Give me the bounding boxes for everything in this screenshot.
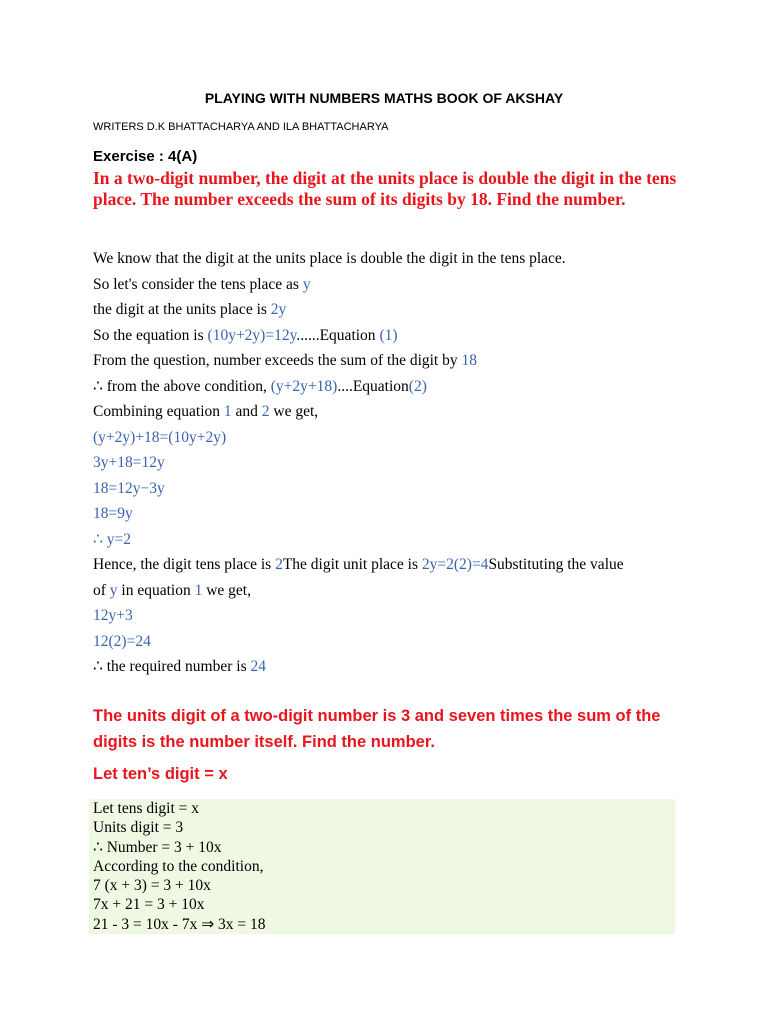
solution-text: ∴ from the above condition, (93, 377, 271, 395)
solution-text: Substituting the value (488, 556, 624, 573)
solution-text: ....Equation (337, 377, 409, 395)
solution-line (93, 552, 693, 578)
math-expression: 1 (223, 403, 232, 420)
question-2-subheading: Let ten’s digit = x (93, 765, 228, 783)
solution-2-line: Let tens digit = x (93, 800, 200, 817)
solution-line (93, 348, 693, 374)
solution-2-box (89, 799, 675, 934)
solution-line (93, 399, 693, 425)
solution-line (93, 246, 693, 272)
solution-1 (93, 246, 693, 680)
solution-2-line: According to the condition, (93, 857, 264, 875)
math-expression: (1) (379, 326, 398, 344)
solution-2-line: Units digit = 3 (93, 819, 184, 837)
solution-text: Hence, the digit tens place is (93, 556, 276, 573)
math-expression: 12y+3 (93, 607, 133, 624)
solution-2-line: 7 (x + 3) = 3 + 10x (93, 877, 211, 895)
solution-text: ......Equation (296, 326, 380, 344)
math-expression: 18=12y−3y (93, 479, 165, 497)
math-expression: 24 (250, 658, 266, 675)
solution-text: So the equation is (93, 326, 208, 344)
solution-line (93, 578, 693, 604)
solution-line (93, 654, 693, 680)
math-expression: ∴ y=2 (93, 530, 131, 548)
document-title: PLAYING WITH NUMBERS MATHS BOOK OF AKSHAY (204, 90, 564, 106)
solution-text: So let's consider the tens place as (93, 275, 303, 293)
solution-line (93, 272, 693, 298)
math-expression: y (109, 581, 118, 599)
solution-line (93, 297, 693, 323)
solution-text: The digit unit place is (282, 556, 422, 573)
math-expression: 18 (461, 352, 477, 369)
solution-text: we get, (269, 403, 319, 420)
math-expression: (y+2y+18) (270, 377, 338, 395)
math-expression: (2) (408, 377, 427, 395)
solution-line (93, 374, 693, 400)
solution-text: in equation (117, 581, 195, 599)
math-expression: 2y (270, 301, 287, 318)
solution-text: we get, (202, 581, 251, 599)
question-1: In a two-digit number, the digit at the units place is double the digit in the tens place. The number exceeds the sum of its digits by 18. Find the number. (93, 168, 677, 209)
math-expression: 3y+18=12y (93, 454, 165, 471)
solution-2-line: 7x + 21 = 3 + 10x (93, 896, 205, 914)
math-expression: 1 (194, 581, 203, 599)
solution-text: the digit at the units place is (93, 301, 271, 318)
math-expression: 2y=2(2)=4 (421, 556, 489, 573)
solution-line (93, 323, 693, 349)
solution-text: ∴ the required number is (93, 658, 251, 675)
math-expression: 2 (261, 403, 270, 420)
math-expression: (10y+2y)=12y (207, 326, 297, 344)
exercise-heading: Exercise : 4(A) (93, 148, 198, 165)
solution-2-line: 21 - 3 = 10x - 7x ⇒ 3x = 18 (93, 915, 266, 933)
writers-line: WRITERS D.K BHATTACHARYA AND ILA BHATTACHARYA (93, 121, 389, 133)
solution-text: We know that the digit at the units place is double the digit in the tens place. (93, 250, 566, 267)
solution-2-line: ∴ Number = 3 + 10x (93, 838, 222, 856)
math-expression: 2 (275, 556, 283, 573)
math-expression: 18=9y (93, 505, 133, 522)
solution-text: and (231, 403, 262, 420)
solution-text: Combining equation (93, 403, 224, 420)
math-expression: 12(2)=24 (93, 632, 151, 650)
math-expression: (y+2y)+18=(10y+2y) (93, 428, 227, 446)
question-2: The units digit of a two-digit number is 3 and seven times the sum of the digits is the number itself. Find the number. (93, 707, 661, 751)
solution-text: of (93, 581, 110, 599)
math-expression: y (302, 275, 311, 293)
solution-text: From the question, number exceeds the sum of the digit by (93, 352, 462, 369)
